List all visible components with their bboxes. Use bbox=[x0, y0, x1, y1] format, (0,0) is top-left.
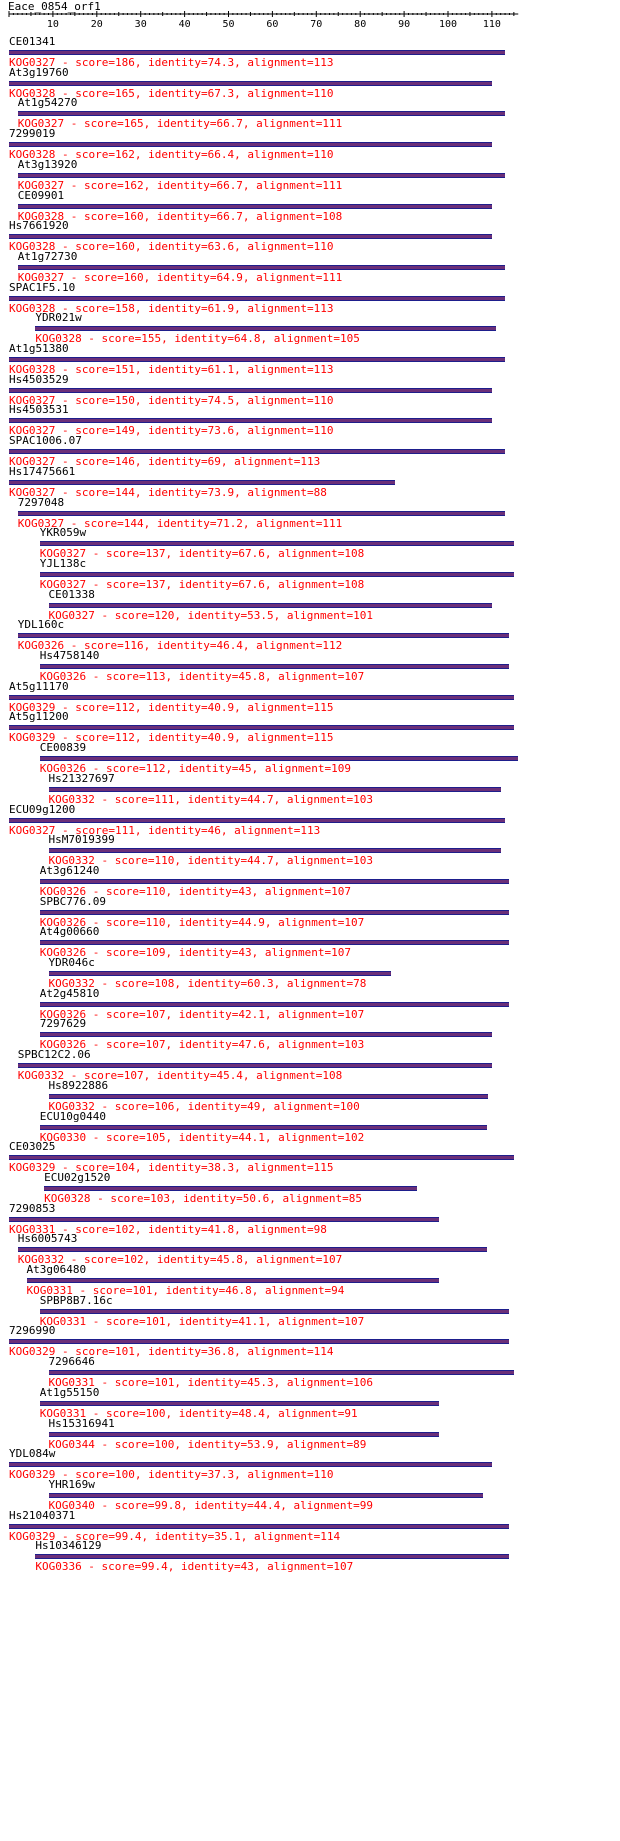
hit-description: KOG0327 - score=120, identity=53.5, alignment=101 bbox=[48, 608, 374, 622]
ruler-tick-label: 50 bbox=[222, 19, 235, 30]
hit-alignment-bar bbox=[40, 541, 514, 546]
hit-name[interactable]: Hs21040371 bbox=[9, 1508, 76, 1522]
hit-alignment-bar bbox=[9, 1462, 492, 1467]
hit-description: KOG0328 - score=103, identity=50.6, alignment=85 bbox=[44, 1191, 362, 1205]
hit-description: KOG0326 - score=112, identity=45, alignment=109 bbox=[39, 762, 351, 776]
hit-name[interactable]: At1g54270 bbox=[17, 96, 78, 110]
hit-description: KOG0328 - score=160, identity=66.7, alignment=108 bbox=[17, 209, 343, 223]
hit-description: KOG0329 - score=99.4, identity=35.1, alignment=114 bbox=[9, 1529, 341, 1543]
hit-name[interactable]: Hs7661920 bbox=[9, 219, 69, 233]
hit-alignment-bar bbox=[18, 633, 510, 638]
hit-alignment-bar bbox=[18, 1247, 488, 1252]
hit-description: KOG0331 - score=102, identity=41.8, alignment=98 bbox=[9, 1222, 327, 1236]
hit-description: KOG0331 - score=101, identity=45.3, alignment=106 bbox=[48, 1376, 374, 1390]
ruler-tick-label: 80 bbox=[354, 19, 367, 30]
hit-alignment-bar bbox=[40, 664, 510, 669]
hit-alignment-bar bbox=[9, 234, 492, 239]
hit-description: KOG0332 - score=102, identity=45.8, alignment=107 bbox=[17, 1253, 343, 1267]
hit-description: KOG0329 - score=101, identity=36.8, alignment=114 bbox=[9, 1345, 334, 1359]
ruler-tick-label: 70 bbox=[310, 19, 323, 30]
hit-alignment-bar bbox=[49, 787, 501, 792]
hit-description: KOG0331 - score=101, identity=41.1, alignment=107 bbox=[39, 1314, 365, 1328]
hit-alignment-bar bbox=[18, 111, 505, 116]
hit-description: KOG0331 - score=101, identity=46.8, alignment=94 bbox=[26, 1284, 345, 1297]
hit-alignment-bar bbox=[9, 818, 505, 823]
hit-name[interactable]: Hs10346129 bbox=[35, 1539, 102, 1553]
hit-description: KOG0326 - score=107, identity=42.1, alignment=107 bbox=[39, 1007, 365, 1021]
hit-description: KOG0328 - score=151, identity=61.1, alignment=113 bbox=[9, 363, 334, 376]
hit-name[interactable]: At3g06480 bbox=[26, 1263, 87, 1276]
hit-alignment-bar bbox=[40, 756, 519, 761]
hit-name[interactable]: CE01341 bbox=[9, 35, 56, 48]
hit-name[interactable]: ECU02g1520 bbox=[44, 1170, 111, 1184]
hit-alignment-bar bbox=[9, 296, 505, 301]
hit-name[interactable]: SPAC1F5.10 bbox=[9, 280, 76, 294]
hit-description: KOG0329 - score=112, identity=40.9, alignment=115 bbox=[9, 700, 334, 714]
hit-alignment-bar bbox=[35, 1554, 509, 1559]
hit-name[interactable]: HsM7019399 bbox=[48, 833, 115, 847]
hit-row bbox=[0, 1539, 620, 1575]
hit-name[interactable]: 7296990 bbox=[9, 1324, 56, 1338]
hit-description: KOG0327 - score=160, identity=64.9, alignment=111 bbox=[17, 270, 343, 284]
hit-alignment-bar bbox=[40, 910, 510, 915]
ruler-tick-label: 30 bbox=[134, 19, 147, 30]
hit-alignment-bar bbox=[49, 1094, 488, 1099]
hit-description: KOG0327 - score=149, identity=73.6, alignment=110 bbox=[9, 424, 334, 438]
hit-name[interactable]: YJL138c bbox=[39, 556, 87, 570]
ruler-tick-label: 40 bbox=[178, 19, 191, 30]
hit-name[interactable]: At3g19760 bbox=[9, 65, 69, 79]
hit-description: KOG0330 - score=105, identity=44.1, alignment=102 bbox=[39, 1130, 365, 1144]
hit-description: KOG0326 - score=110, identity=44.9, alignment=107 bbox=[39, 915, 365, 929]
hit-description: KOG0327 - score=144, identity=73.9, alignment=88 bbox=[9, 485, 327, 499]
hit-name[interactable]: CE00839 bbox=[39, 741, 87, 755]
hit-name[interactable]: ECU10g0440 bbox=[39, 1109, 106, 1123]
hit-alignment-bar bbox=[49, 603, 492, 608]
hit-description: KOG0336 - score=99.4, identity=43, alignment=107 bbox=[35, 1560, 354, 1574]
hit-name[interactable]: Hs21327697 bbox=[48, 771, 115, 785]
hit-alignment-bar bbox=[18, 511, 505, 516]
hit-name[interactable]: 7297629 bbox=[39, 1017, 87, 1031]
hit-alignment-bar bbox=[49, 1370, 514, 1375]
hit-description: KOG0327 - score=150, identity=74.5, alignment=110 bbox=[9, 393, 334, 407]
hit-name[interactable]: At4g00660 bbox=[39, 925, 100, 939]
hit-alignment-bar bbox=[40, 879, 510, 884]
hit-name[interactable]: SPBC12C2.06 bbox=[17, 1048, 91, 1062]
ruler-tick-label: 100 bbox=[438, 19, 458, 30]
hit-name[interactable]: YHR169w bbox=[48, 1477, 95, 1491]
hit-alignment-bar bbox=[18, 265, 505, 270]
hit-description: KOG0328 - score=165, identity=67.3, alignment=110 bbox=[9, 86, 334, 100]
hit-name[interactable]: YDL084w bbox=[9, 1447, 56, 1461]
hit-name[interactable]: Hs6005743 bbox=[17, 1232, 78, 1246]
hit-name[interactable]: 7297048 bbox=[17, 495, 65, 509]
hit-alignment-bar bbox=[9, 695, 514, 700]
hit-alignment-bar bbox=[9, 449, 505, 454]
hit-name[interactable]: At2g45810 bbox=[39, 986, 100, 1000]
hit-description: KOG0332 - score=111, identity=44.7, alignment=103 bbox=[48, 792, 374, 806]
hit-name[interactable]: 7296646 bbox=[48, 1355, 95, 1369]
hit-description: KOG0327 - score=137, identity=67.6, alignment=108 bbox=[39, 547, 365, 561]
hit-description: KOG0328 - score=162, identity=66.4, alignment=110 bbox=[9, 148, 334, 162]
hit-description: KOG0327 - score=186, identity=74.3, alignment=113 bbox=[9, 56, 334, 69]
hit-alignment-bar bbox=[9, 1339, 509, 1344]
hit-alignment-bar bbox=[9, 357, 505, 362]
hit-name[interactable]: At1g72730 bbox=[17, 249, 78, 263]
hit-description: KOG0332 - score=108, identity=60.3, alignment=78 bbox=[48, 977, 367, 990]
hit-name[interactable]: Hs15316941 bbox=[48, 1416, 115, 1430]
ruler-tick-label: 60 bbox=[266, 19, 279, 30]
hit-name[interactable]: SPBC776.09 bbox=[39, 894, 106, 908]
hit-name[interactable]: YKR059w bbox=[39, 526, 87, 540]
ruler-tick-label: 20 bbox=[90, 19, 103, 30]
hit-name[interactable]: At3g61240 bbox=[39, 863, 100, 877]
hit-name[interactable]: SPAC1006.07 bbox=[9, 434, 82, 448]
hit-name[interactable]: At5g11170 bbox=[9, 679, 69, 693]
hit-description: KOG0327 - score=137, identity=67.6, alignment=108 bbox=[39, 577, 365, 591]
hit-alignment-bar bbox=[49, 971, 391, 976]
hit-description: KOG0340 - score=99.8, identity=44.4, alignment=99 bbox=[48, 1498, 374, 1512]
hit-alignment-bar bbox=[40, 1401, 439, 1406]
hit-alignment-bar bbox=[44, 1186, 417, 1191]
hit-description: KOG0329 - score=112, identity=40.9, alignment=115 bbox=[9, 731, 334, 745]
hit-description: KOG0332 - score=110, identity=44.7, alignment=103 bbox=[48, 854, 374, 868]
hit-name[interactable]: YDR046c bbox=[48, 956, 95, 969]
ruler-tick-label: 110 bbox=[482, 19, 501, 30]
hit-name[interactable]: Hs4503529 bbox=[9, 372, 69, 386]
hit-alignment-bar bbox=[18, 204, 492, 209]
hit-description: KOG0344 - score=100, identity=53.9, alignment=89 bbox=[48, 1437, 367, 1451]
hit-description: KOG0328 - score=160, identity=63.6, alignment=110 bbox=[9, 240, 334, 254]
hit-alignment-bar bbox=[9, 50, 505, 55]
hit-name[interactable]: At1g55150 bbox=[39, 1385, 100, 1399]
hit-description: KOG0327 - score=165, identity=66.7, alignment=111 bbox=[17, 117, 343, 131]
hit-alignment-bar bbox=[49, 848, 501, 853]
hit-description: KOG0326 - score=109, identity=43, alignment=107 bbox=[39, 946, 351, 960]
query-title: Eace_0854_orf1 bbox=[8, 0, 101, 13]
hit-description: KOG0327 - score=144, identity=71.2, alignment=111 bbox=[17, 516, 343, 530]
hit-description: KOG0326 - score=116, identity=46.4, alignment=112 bbox=[17, 639, 343, 653]
hit-name[interactable]: 7290853 bbox=[9, 1201, 56, 1215]
hit-description: KOG0332 - score=107, identity=45.4, alignment=108 bbox=[17, 1069, 343, 1083]
hit-name[interactable]: Hs4503531 bbox=[9, 403, 69, 417]
hit-alignment-bar bbox=[49, 1493, 484, 1498]
hit-alignment-bar bbox=[9, 480, 395, 485]
hit-alignment-bar bbox=[9, 81, 492, 86]
hit-description: KOG0329 - score=104, identity=38.3, alignment=115 bbox=[9, 1161, 334, 1175]
hit-alignment-bar bbox=[40, 572, 514, 577]
hit-alignment-bar bbox=[40, 940, 510, 945]
hit-description: KOG0327 - score=146, identity=69, alignment=113 bbox=[9, 455, 321, 469]
hit-description: KOG0331 - score=100, identity=48.4, alignment=91 bbox=[39, 1406, 358, 1420]
ruler-tick-label: 10 bbox=[46, 19, 59, 30]
hit-name[interactable]: Hs4758140 bbox=[39, 649, 100, 662]
hit-description: KOG0329 - score=100, identity=37.3, alignment=110 bbox=[9, 1468, 334, 1482]
hit-alignment-bar bbox=[49, 1432, 440, 1437]
hit-name[interactable]: At1g51380 bbox=[9, 342, 69, 355]
hit-alignment-bar bbox=[18, 1063, 492, 1068]
hit-alignment-bar bbox=[9, 1217, 439, 1222]
hit-description: KOG0327 - score=111, identity=46, alignment=113 bbox=[9, 823, 321, 837]
hit-description: KOG0328 - score=158, identity=61.9, alignment=113 bbox=[9, 301, 334, 315]
hit-alignment-bar bbox=[40, 1032, 492, 1037]
hit-name[interactable]: ECU09g1200 bbox=[9, 802, 76, 816]
hit-description: KOG0326 - score=110, identity=43, alignment=107 bbox=[39, 884, 351, 898]
ruler-tick-label: 90 bbox=[398, 19, 411, 30]
hit-alignment-bar bbox=[9, 1524, 509, 1529]
hit-description: KOG0326 - score=107, identity=47.6, alignment=103 bbox=[39, 1038, 365, 1052]
hit-description: KOG0332 - score=106, identity=49, alignment=100 bbox=[48, 1099, 360, 1113]
hit-name[interactable]: YDR021w bbox=[35, 311, 82, 325]
hit-alignment-bar bbox=[9, 1155, 514, 1160]
hit-description: KOG0328 - score=155, identity=64.8, alignment=105 bbox=[35, 332, 360, 346]
hit-alignment-bar bbox=[9, 725, 514, 730]
hit-alignment-bar bbox=[9, 388, 492, 393]
hit-description: KOG0327 - score=162, identity=66.7, alignment=111 bbox=[17, 178, 343, 192]
hit-name[interactable]: YDL160c bbox=[17, 618, 65, 632]
hit-alignment-bar bbox=[9, 418, 492, 423]
hit-name[interactable]: Hs8922886 bbox=[48, 1078, 109, 1092]
hit-name[interactable]: At5g11200 bbox=[9, 710, 69, 724]
hit-alignment-bar bbox=[40, 1002, 510, 1007]
hit-name[interactable]: Hs17475661 bbox=[9, 464, 76, 478]
position-ruler bbox=[0, 0, 620, 30]
hit-name[interactable]: CE09901 bbox=[17, 188, 65, 202]
hit-alignment-bar bbox=[40, 1309, 510, 1314]
hit-description: KOG0326 - score=113, identity=45.8, alignment=107 bbox=[39, 670, 365, 683]
hit-alignment-bar bbox=[9, 142, 492, 147]
hit-name[interactable]: CE01338 bbox=[48, 587, 95, 601]
hit-alignment-bar bbox=[18, 173, 505, 178]
hit-name[interactable]: 7299019 bbox=[9, 127, 56, 141]
hit-alignment-bar bbox=[40, 1125, 488, 1130]
hit-name[interactable]: At3g13920 bbox=[17, 157, 78, 171]
hit-alignment-bar bbox=[35, 326, 496, 331]
hit-alignment-bar bbox=[27, 1278, 440, 1283]
hit-name[interactable]: SPBP8B7.16c bbox=[39, 1293, 113, 1307]
hit-name[interactable]: CE03025 bbox=[9, 1140, 56, 1154]
